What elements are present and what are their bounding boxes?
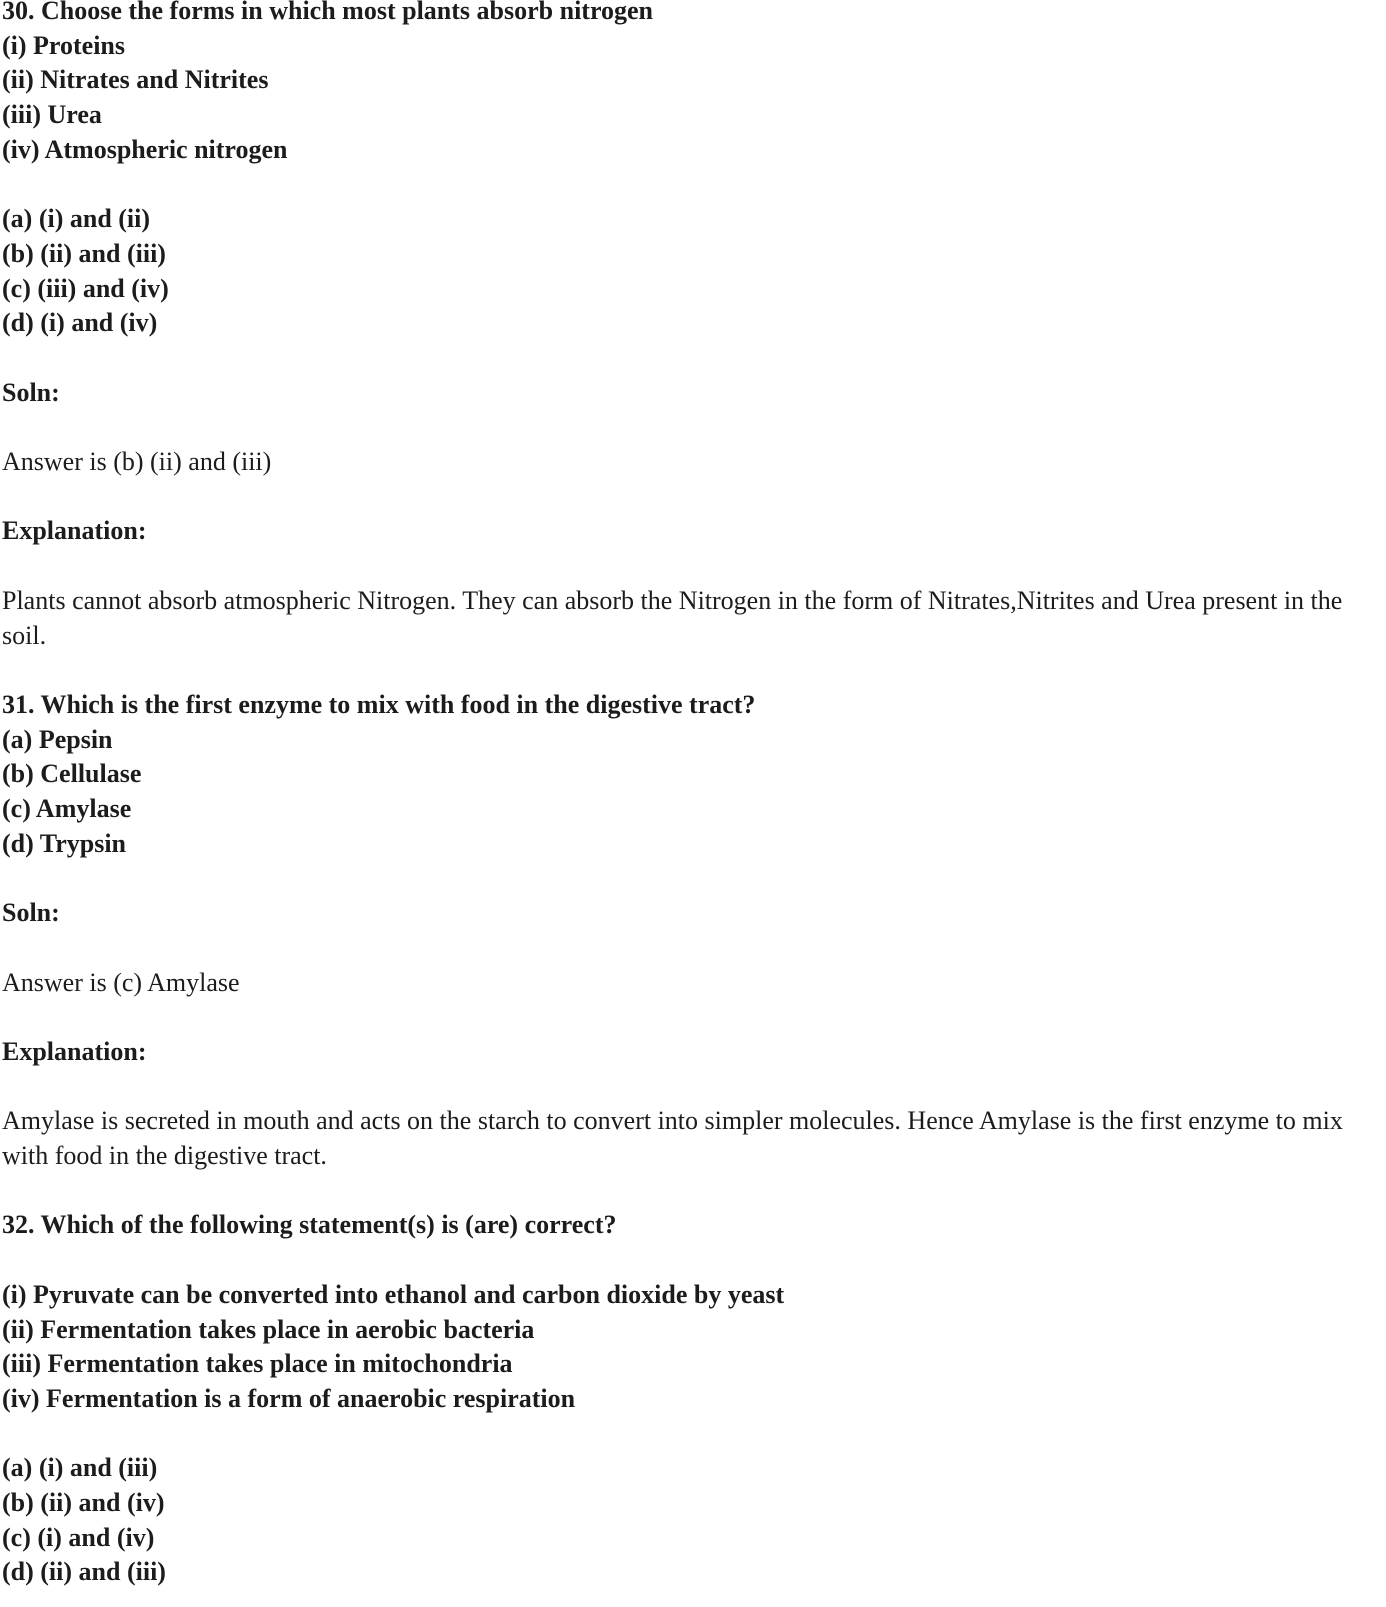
q30-options: [2, 202, 1386, 341]
q30-answer-line-1: Answer is (b) (ii) and (iii): [2, 447, 272, 477]
q30-question-block: [2, 0, 1386, 168]
q32-options-line-1: (a) (i) and (iii): [2, 1453, 158, 1483]
q30-options-line-4: (d) (i) and (iv): [2, 308, 158, 338]
q30-question-block-line-5: (iv) Atmospheric nitrogen: [2, 134, 288, 164]
q30-question-block-line-3: (ii) Nitrates and Nitrites: [2, 65, 269, 95]
q32-options: [2, 1451, 1386, 1590]
q31-explanation: [2, 1104, 1386, 1173]
q30-explanation-line-1: Plants cannot absorb atmospheric Nitrogen. They can absorb the Nitrogen in the form of Nitrates,Nitrites and Urea present in the soil.: [2, 585, 1349, 650]
q30-soln-label-line-1: Soln:: [2, 377, 60, 407]
q31-question-block: [2, 688, 1386, 862]
q30-question-block-line-4: (iii) Urea: [2, 100, 102, 130]
q31-soln-label-line-1: Soln:: [2, 898, 60, 928]
q31-question-block-line-4: (c) Amylase: [2, 794, 132, 824]
q32-question-line-1: 32. Which of the following statement(s) is (are) correct?: [2, 1210, 617, 1240]
q32-statements-line-2: (ii) Fermentation takes place in aerobic bacteria: [2, 1314, 535, 1344]
q32-options-line-2: (b) (ii) and (iv): [2, 1488, 165, 1518]
q31-answer: [2, 966, 1386, 1001]
q32-options-line-4: (d) (ii) and (iii): [2, 1557, 166, 1587]
q30-soln-label: [2, 376, 1386, 411]
q30-options-line-1: (a) (i) and (ii): [2, 204, 151, 234]
q32-options-line-3: (c) (i) and (iv): [2, 1522, 155, 1552]
q32-question: [2, 1208, 1386, 1243]
q31-question-block-line-2: (a) Pepsin: [2, 724, 113, 754]
q32-statements-line-3: (iii) Fermentation takes place in mitochondria: [2, 1349, 513, 1379]
q31-answer-line-1: Answer is (c) Amylase: [2, 967, 240, 997]
q31-explanation-label-line-1: Explanation:: [2, 1036, 147, 1066]
q31-question-block-line-3: (b) Cellulase: [2, 759, 142, 789]
q32-statements: [2, 1278, 1386, 1417]
q30-question-block-line-1: 30. Choose the forms in which most plants absorb nitrogen: [2, 0, 654, 25]
q32-statements-line-4: (iv) Fermentation is a form of anaerobic respiration: [2, 1383, 576, 1413]
q31-question-block-line-1: 31. Which is the first enzyme to mix with food in the digestive tract?: [2, 689, 756, 719]
q31-explanation-label: [2, 1035, 1386, 1070]
q30-options-line-3: (c) (iii) and (iv): [2, 273, 169, 303]
q31-explanation-line-1: Amylase is secreted in mouth and acts on the starch to convert into simpler molecules. Hence Amylase is the first enzyme to mix with food in the digestive tract.: [2, 1106, 1350, 1171]
q31-question-block-line-5: (d) Trypsin: [2, 828, 127, 858]
q30-answer: [2, 445, 1386, 480]
q30-options-line-2: (b) (ii) and (iii): [2, 238, 166, 268]
q30-explanation-label: [2, 514, 1386, 549]
q30-explanation-label-line-1: Explanation:: [2, 516, 147, 546]
q30-question-block-line-2: (i) Proteins: [2, 30, 125, 60]
q32-statements-line-1: (i) Pyruvate can be converted into ethanol and carbon dioxide by yeast: [2, 1279, 785, 1309]
q30-explanation: [2, 584, 1386, 653]
q31-soln-label: [2, 896, 1386, 931]
